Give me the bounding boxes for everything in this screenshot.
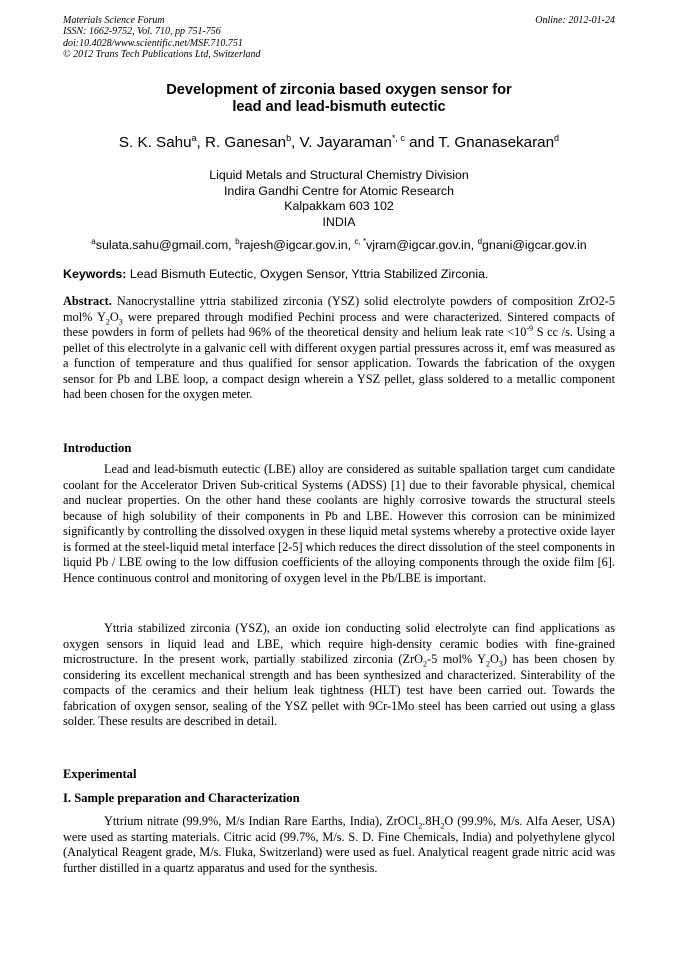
subscript: 2 — [440, 821, 445, 831]
doi[interactable]: doi:10.4028/www.scientific.net/MSF.710.751 — [63, 37, 243, 49]
email-link[interactable]: sulata.sahu@gmail.com — [95, 238, 229, 252]
author-name: V. Jayaraman — [299, 134, 392, 151]
title-line-2: lead and lead-bismuth eutectic — [232, 99, 446, 115]
intro-text: ) has been chosen by considering its excellent mechanical strength and has been synthesized and characterized. Sinterability of the compacts of the ceramics and their helium leak tightness (HLT) test have been carried out. Towards the fabrication of oxygen sensor, sealing of the YSZ pellet with 9Cr-1Mo steel has been carried out using a glass solder. These results are described in detail. — [63, 652, 615, 728]
author-separator: , — [196, 134, 205, 151]
journal-name: Materials Science Forum — [63, 15, 165, 26]
experimental-heading: Experimental — [63, 767, 137, 781]
online-date: Online: 2012-01-24 — [535, 15, 615, 26]
author-affil-mark: *, c — [391, 132, 405, 143]
author-name: R. Ganesan — [205, 134, 287, 151]
paper-title — [63, 82, 615, 116]
subscript: 2 — [423, 659, 428, 669]
subscript: 3 — [498, 659, 503, 669]
affiliation-institute: Indira Gandhi Centre for Atomic Research — [223, 183, 455, 198]
sample-preparation-heading: I. Sample preparation and Characterization — [63, 791, 300, 805]
experimental-text — [63, 814, 615, 876]
author-and: and — [404, 134, 439, 151]
keywords-label: Keywords: — [63, 267, 127, 281]
subscript: 2 — [486, 659, 491, 669]
email-link[interactable]: vjram@igcar.gov.in — [366, 238, 471, 252]
email-mark: d — [477, 236, 483, 246]
email-link[interactable]: rajesh@igcar.gov.in — [239, 238, 348, 252]
email-separator: , — [470, 238, 478, 252]
intro-text: Yttria stabilized zirconia (YSZ), an oxide ion conducting solid electrolyte can find applications as oxygen sensors in liquid lead and LBE, which require high-density ceramic bodies with fine-grained microstructure. In the present work, partially stabilized zirconia (ZrO — [63, 621, 615, 666]
author-name: T. Gnanasekaran — [438, 134, 555, 151]
abstract-text: S cc /s. Using a pellet of this electrolyte in a galvanic cell with different oxygen partial pressures across it, emf was measured as a function of temperature and thus qualified for sensor application. Towards the fabrication of the oxygen sensor for Pb and LBE loop, a compact design wherein a YSZ pellet, glass soldered to a metallic component had been chosen for the oxygen meter. — [63, 325, 615, 401]
email-link[interactable]: gnani@igcar.gov.in — [482, 238, 587, 252]
introduction-heading: Introduction — [63, 441, 132, 455]
abstract-text: O — [109, 309, 119, 324]
exp-text: Yttrium nitrate (99.9%, M/s Indian Rare Earths, India), ZrOCl — [104, 814, 419, 828]
intro-text: Lead and lead-bismuth eutectic (LBE) alloy are considered as suitable spallation target cum candidate coolant for the Accelerator Driven Sub-critical Systems (ADSS) [1] due to their favorable physical, chemical and nuclear properties. On the other hand these coolants are highly corrosive towards the structural steels because of high solubility of their components in Pb and LBE. However this corrosion can be minimized significantly by controlling the dissolved oxygen in these liquid metal systems whereby a protective oxide layer is formed at the steel-liquid metal interface [2-5] which reduces the direct dissolution of the steel components in liquid Pb / LBE owing to the low diffusion coefficients of the alloying components through the oxide film [6]. Hence continuous control and monitoring of oxygen level in the Pb/LBE is important. — [63, 462, 615, 585]
subscript: 3 — [118, 316, 123, 326]
intro-text: -5 mol% Y — [427, 652, 487, 666]
affiliation-division: Liquid Metals and Structural Chemistry Division — [209, 168, 469, 182]
author-affil-mark: b — [286, 132, 292, 143]
author-affil-mark: d — [554, 132, 560, 143]
affiliation — [63, 168, 615, 230]
abstract-label: Abstract. — [63, 294, 112, 308]
exp-text: O (99.9%, M/s. Alfa Aeser, USA) were used as starting materials. Citric acid (99.7%, M/s. S. D. Fine Chemicals, India) and polyethylene glycol (Analytical Reagent grade, M/s. Fluka, Switzerland) were used as fuel. Analytical reagent grade nitric acid was further distilled in a quartz apparatus and used for the synthesis. — [63, 814, 615, 875]
author-affil-mark: a — [191, 132, 197, 143]
exp-text: .8H — [422, 814, 441, 828]
issn: ISSN: 1662-9752, Vol. 710, pp 751-756 — [63, 26, 221, 38]
email-separator: , — [347, 238, 355, 252]
subscript: 2 — [105, 316, 110, 326]
superscript: -9 — [526, 323, 534, 333]
email-separator: , — [228, 238, 236, 252]
introduction-paragraph-1 — [63, 462, 615, 586]
author-name: S. K. Sahu — [118, 134, 192, 151]
abstract-text: Nanocrystalline yttria stabilized zirconia (YSZ) solid electrolyte powders of composition ZrO2-5 mol% Y — [63, 294, 615, 324]
email-mark: a — [91, 236, 96, 246]
title-line-1: Development of zirconia based oxygen sensor for — [166, 82, 512, 98]
journal-header — [63, 15, 615, 61]
intro-text-2 — [63, 621, 615, 730]
author-emails — [63, 238, 615, 252]
abstract — [63, 294, 615, 403]
affiliation-city: Kalpakkam 603 102 — [284, 199, 394, 214]
keywords — [63, 267, 615, 281]
author-list — [63, 134, 615, 151]
abstract-text: were prepared through modified Pechini process and were characterized. Sintered compacts of these powders in form of pellets had 96% of the theoretical density and helium leak rate <10 — [63, 309, 615, 339]
email-mark: c, * — [354, 236, 367, 246]
introduction-paragraph-2 — [63, 621, 615, 730]
author-separator: , — [291, 134, 300, 151]
intro-text: O — [490, 652, 499, 666]
copyright: © 2012 Trans Tech Publications Ltd, Switzerland — [63, 49, 261, 61]
experimental-paragraph — [63, 814, 615, 876]
subscript: 2 — [418, 821, 423, 831]
keywords-text: Lead Bismuth Eutectic, Oxygen Sensor, Yttria Stabilized Zirconia. — [129, 267, 489, 281]
email-mark: b — [235, 236, 240, 246]
affiliation-country: INDIA — [322, 214, 356, 229]
abstract-paragraph — [63, 294, 615, 403]
